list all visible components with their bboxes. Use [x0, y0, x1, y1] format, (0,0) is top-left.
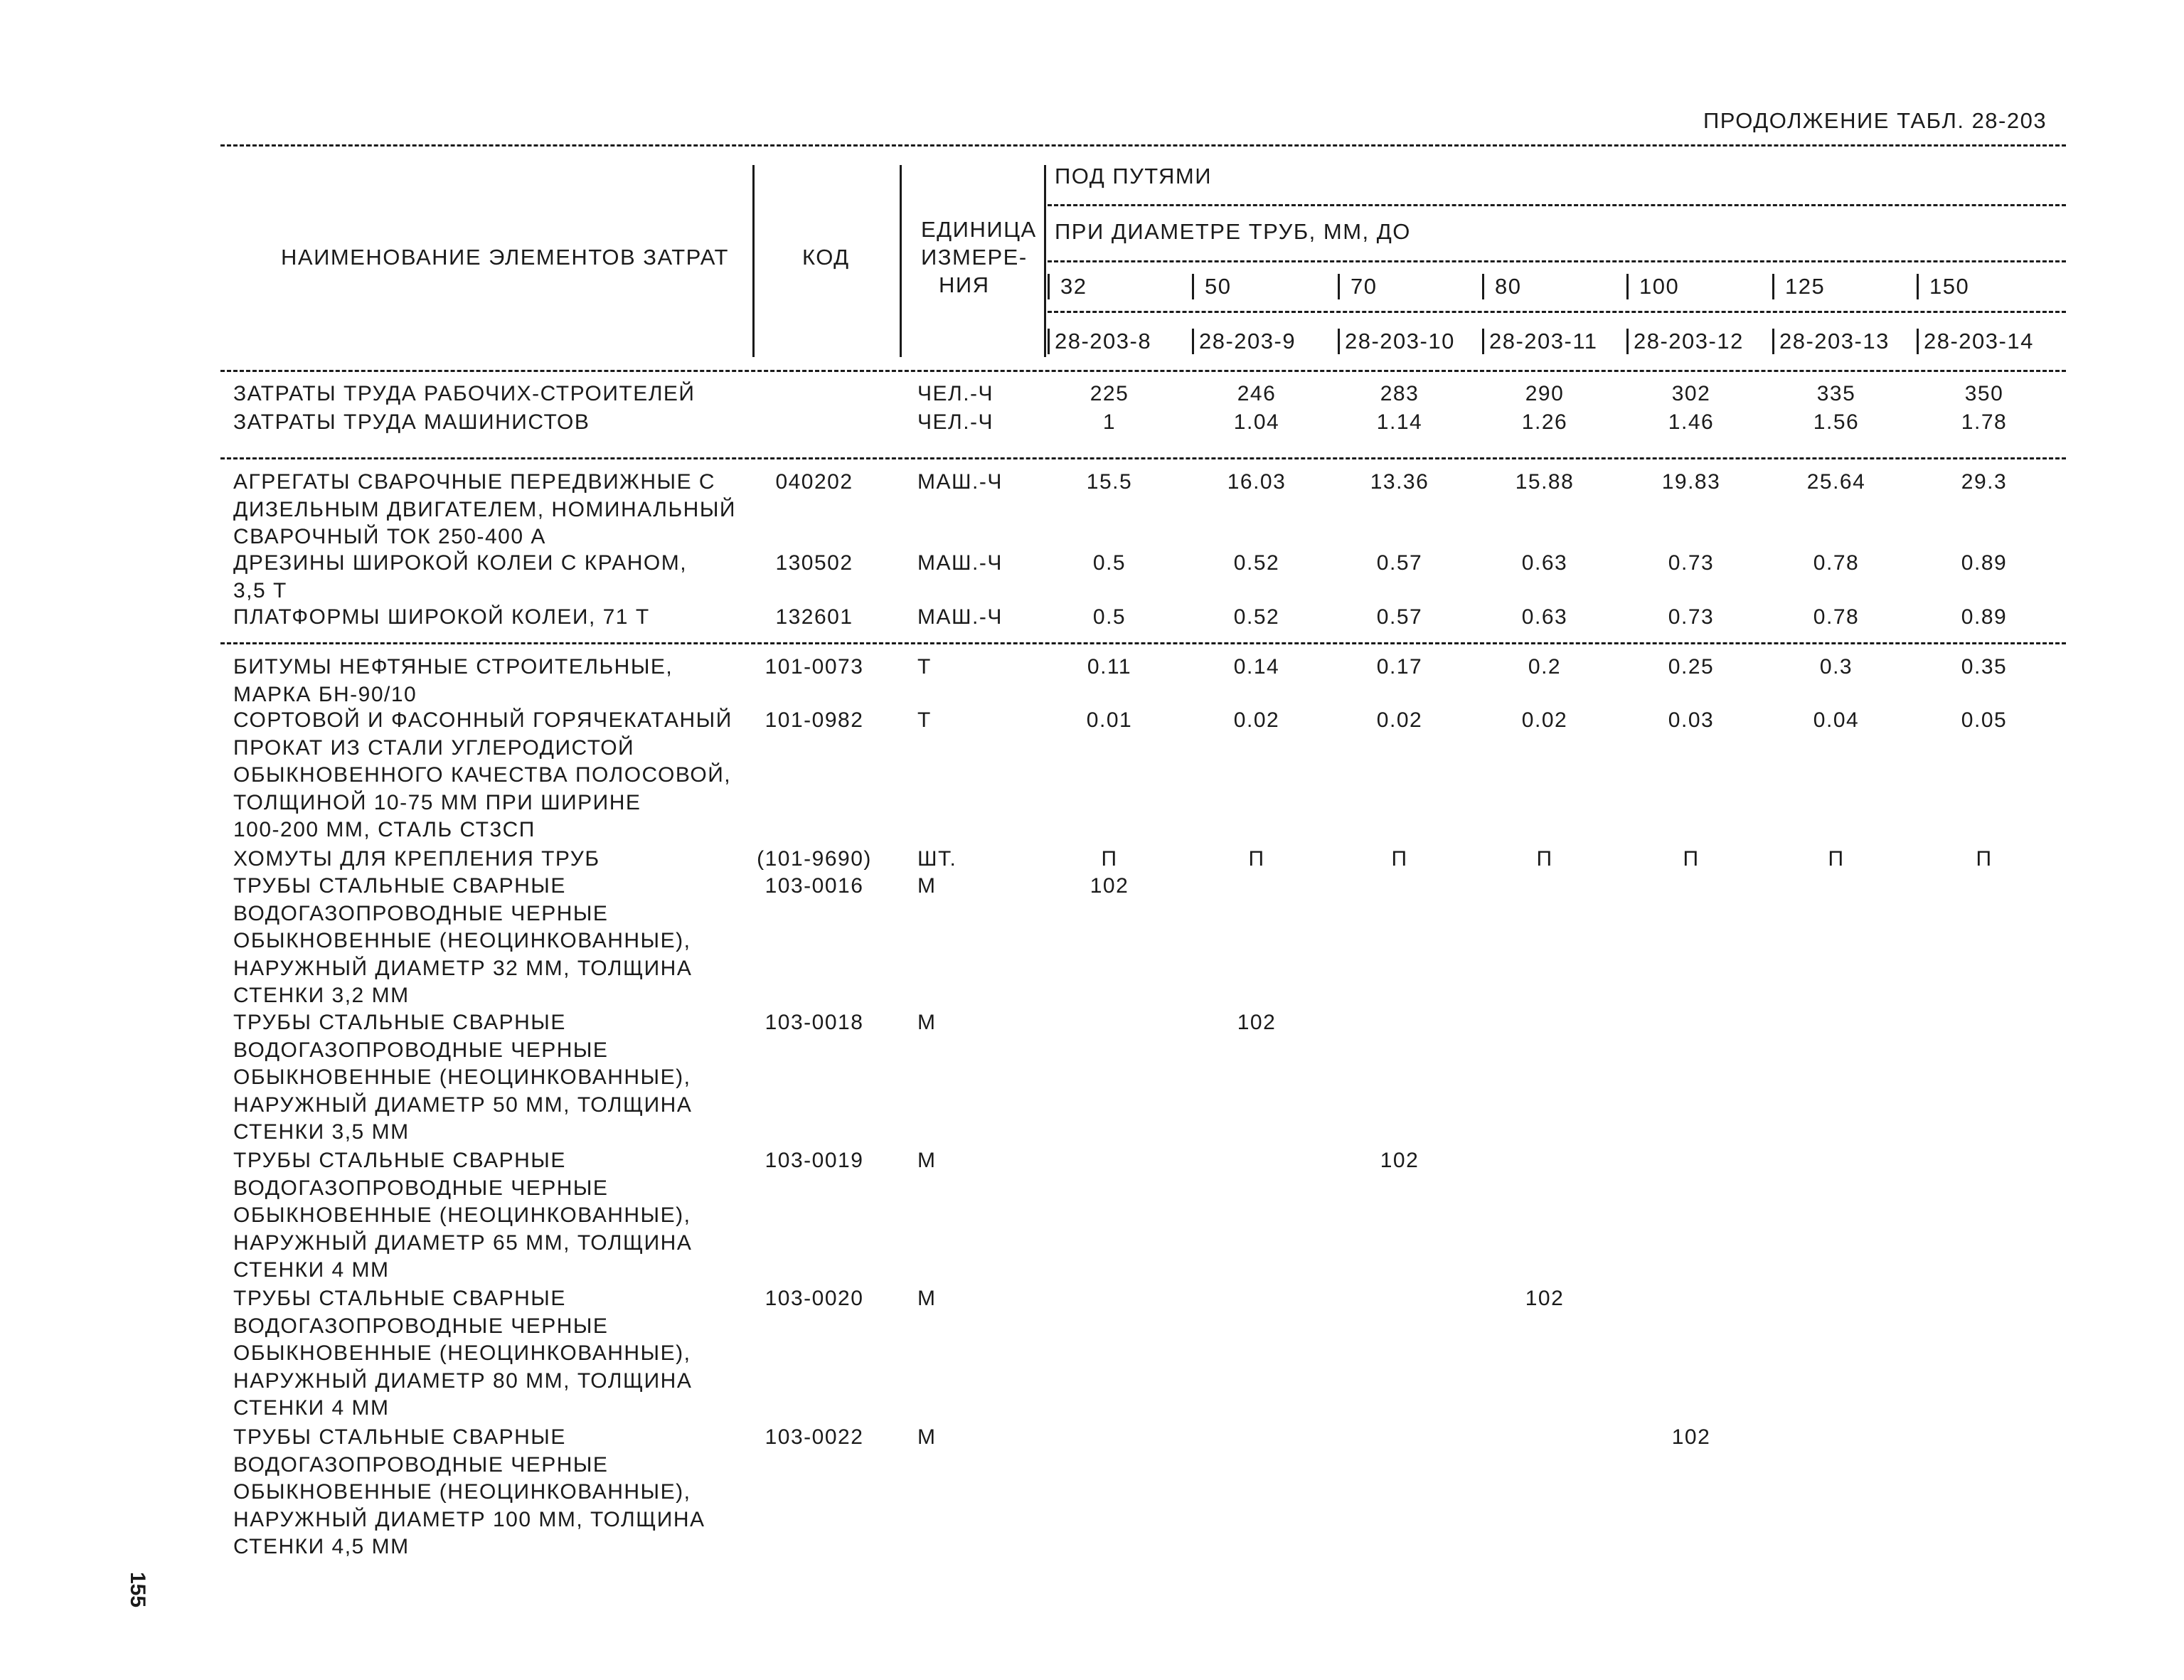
row-value: 0.57	[1376, 551, 1423, 575]
row-name-line: НАРУЖНЫЙ ДИАМЕТР 32 ММ, ТОЛЩИНА	[233, 956, 693, 980]
row-value: П	[1248, 847, 1265, 871]
row-code: 101-0073	[765, 655, 864, 679]
row-value: 0.14	[1233, 655, 1280, 679]
row-name-line: ОБЫКНОВЕННЫЕ (НЕОЦИНКОВАННЫЕ),	[233, 1480, 691, 1504]
row-value: 1.78	[1961, 410, 2008, 434]
row-value: 1.46	[1668, 410, 1715, 434]
header-column-divider	[1338, 329, 1340, 354]
header-column-divider	[1917, 329, 1919, 354]
header-norm-code: 28-203-13	[1779, 329, 1890, 353]
rule-after-labor	[220, 457, 2066, 459]
header-column-divider	[1048, 274, 1050, 299]
header-unit-line-1: ЕДИНИЦА	[921, 217, 1037, 242]
row-name-line: СТЕНКИ 3,2 ММ	[233, 984, 410, 1007]
row-unit: МАШ.-Ч	[917, 605, 1003, 629]
row-name-line: МАРКА БН-90/10	[233, 682, 417, 706]
row-name-line: ЗАТРАТЫ ТРУДА МАШИНИСТОВ	[233, 410, 590, 434]
row-value: 15.88	[1515, 470, 1575, 494]
rule-top	[220, 144, 2066, 147]
row-value: 15.5	[1086, 470, 1133, 494]
row-value: 335	[1816, 382, 1856, 405]
row-code: 103-0020	[765, 1287, 864, 1310]
header-norm-code: 28-203-11	[1489, 329, 1598, 353]
row-value: 290	[1525, 382, 1565, 405]
rule-header-sub-1	[1048, 204, 2066, 206]
row-name-line: ВОДОГАЗОПРОВОДНЫЕ ЧЕРНЫЕ	[233, 1038, 609, 1062]
row-value: 0.57	[1376, 605, 1423, 629]
row-name-line: СТЕНКИ 4 ММ	[233, 1258, 390, 1282]
row-value: 0.78	[1813, 605, 1860, 629]
row-name-line: СТЕНКИ 3,5 ММ	[233, 1120, 410, 1144]
row-value: 0.2	[1528, 655, 1562, 679]
row-value: 0.63	[1521, 551, 1568, 575]
header-norm-code: 28-203-12	[1634, 329, 1744, 353]
header-name-col: НАИМЕНОВАНИЕ ЭЛЕМЕНТОВ ЗАТРАТ	[281, 245, 729, 270]
header-diameter: 70	[1351, 274, 1378, 299]
row-name-line: ТРУБЫ СТАЛЬНЫЕ СВАРНЫЕ	[233, 1287, 566, 1310]
row-unit: М	[917, 874, 937, 898]
header-diameter: 50	[1205, 274, 1232, 299]
row-code: 103-0018	[765, 1011, 864, 1034]
row-name-line: ТОЛЩИНОЙ 10-75 ММ ПРИ ШИРИНЕ	[233, 790, 641, 814]
row-unit: Т	[917, 655, 932, 679]
header-column-divider	[1048, 329, 1050, 354]
row-value: 246	[1237, 382, 1277, 405]
row-name-line: НАРУЖНЫЙ ДИАМЕТР 50 ММ, ТОЛЩИНА	[233, 1092, 693, 1117]
page-number: 155	[126, 1572, 149, 1608]
table-caption: ПРОДОЛЖЕНИЕ ТАБЛ. 28-203	[1703, 108, 2047, 133]
row-unit: ЧЕЛ.-Ч	[917, 410, 994, 434]
row-value: 0.3	[1819, 655, 1853, 679]
row-name-line: ОБЫКНОВЕННЫЕ (НЕОЦИНКОВАННЫЕ),	[233, 1341, 691, 1365]
row-value: 0.11	[1087, 655, 1132, 679]
row-value: 0.52	[1233, 605, 1280, 629]
row-name-line: ОБЫКНОВЕННЫЕ (НЕОЦИНКОВАННЫЕ),	[233, 1065, 691, 1089]
row-name-line: ДРЕЗИНЫ ШИРОКОЙ КОЛЕИ С КРАНОМ,	[233, 551, 688, 575]
row-value: 102	[1090, 874, 1129, 898]
row-value: 0.01	[1086, 708, 1133, 732]
row-value: 102	[1671, 1425, 1711, 1449]
header-norm-code: 28-203-10	[1345, 329, 1455, 353]
row-code: 103-0016	[765, 874, 864, 898]
row-code: 103-0022	[765, 1425, 864, 1449]
header-diameter: 150	[1929, 274, 1970, 299]
row-value: П	[1391, 847, 1408, 871]
row-value: 16.03	[1227, 470, 1287, 494]
row-name-line: ВОДОГАЗОПРОВОДНЫЕ ЧЕРНЫЕ	[233, 901, 609, 925]
header-group: ПОД ПУТЯМИ	[1055, 164, 1213, 188]
row-value: 0.89	[1961, 605, 2008, 629]
row-value: 25.64	[1806, 470, 1866, 494]
row-value: 102	[1525, 1287, 1565, 1310]
row-name-line: ПЛАТФОРМЫ ШИРОКОЙ КОЛЕИ, 71 Т	[233, 605, 650, 629]
row-unit: М	[917, 1011, 937, 1034]
row-value: 1.26	[1521, 410, 1568, 434]
row-code: 103-0019	[765, 1149, 864, 1172]
row-code: 132601	[775, 605, 853, 629]
row-value: 0.04	[1813, 708, 1860, 732]
row-unit: Т	[917, 708, 932, 732]
header-diameter: 32	[1060, 274, 1087, 299]
row-name-line: ТРУБЫ СТАЛЬНЫЕ СВАРНЫЕ	[233, 874, 566, 898]
row-value: П	[1976, 847, 1993, 871]
header-code-col: КОД	[802, 245, 850, 270]
row-value: 302	[1671, 382, 1711, 405]
rule-header-sub-3	[1048, 311, 2066, 313]
row-name-line: СТЕНКИ 4 ММ	[233, 1396, 390, 1420]
row-value: П	[1828, 847, 1845, 871]
row-name-line: БИТУМЫ НЕФТЯНЫЕ СТРОИТЕЛЬНЫЕ,	[233, 655, 673, 679]
row-name-line: ТРУБЫ СТАЛЬНЫЕ СВАРНЫЕ	[233, 1011, 566, 1034]
row-name-line: 100-200 ММ, СТАЛЬ СТ3СП	[233, 818, 536, 841]
row-code: 101-0982	[765, 708, 864, 732]
header-diameter: 100	[1639, 274, 1680, 299]
row-name-line: ВОДОГАЗОПРОВОДНЫЕ ЧЕРНЫЕ	[233, 1314, 609, 1338]
row-code: (101-9690)	[757, 847, 872, 871]
row-value: 0.02	[1233, 708, 1280, 732]
row-value: 29.3	[1961, 470, 2008, 494]
header-column-divider	[1917, 274, 1919, 299]
row-name-line: ВОДОГАЗОПРОВОДНЫЕ ЧЕРНЫЕ	[233, 1452, 609, 1477]
header-column-divider	[1772, 329, 1774, 354]
row-value: 1.14	[1376, 410, 1423, 434]
header-divider-group	[1044, 165, 1046, 357]
row-value: 0.35	[1961, 655, 2008, 679]
row-name-line: ТРУБЫ СТАЛЬНЫЕ СВАРНЫЕ	[233, 1149, 566, 1172]
row-name-line: ВОДОГАЗОПРОВОДНЫЕ ЧЕРНЫЕ	[233, 1176, 609, 1200]
row-name-line: АГРЕГАТЫ СВАРОЧНЫЕ ПЕРЕДВИЖНЫЕ С	[233, 470, 716, 494]
header-diameter: 125	[1785, 274, 1826, 299]
header-column-divider	[1482, 329, 1484, 354]
row-name-line: СОРТОВОЙ И ФАСОННЫЙ ГОРЯЧЕКАТАНЫЙ	[233, 708, 733, 732]
row-code: 130502	[775, 551, 853, 575]
rule-after-machines	[220, 642, 2066, 644]
header-norm-code: 28-203-8	[1055, 329, 1152, 353]
row-unit: М	[917, 1425, 937, 1449]
row-value: 0.5	[1092, 551, 1126, 575]
row-name-line: НАРУЖНЫЙ ДИАМЕТР 65 ММ, ТОЛЩИНА	[233, 1230, 693, 1255]
row-value: 102	[1237, 1011, 1277, 1034]
header-column-divider	[1192, 329, 1194, 354]
row-value: 0.03	[1668, 708, 1715, 732]
header-divider-code	[752, 165, 755, 357]
row-value: 1.56	[1813, 410, 1860, 434]
row-unit: МАШ.-Ч	[917, 551, 1003, 575]
row-value: 0.73	[1668, 605, 1715, 629]
row-value: 0.73	[1668, 551, 1715, 575]
row-value: 19.83	[1661, 470, 1721, 494]
row-unit: ШТ.	[917, 847, 957, 871]
row-value: 1.04	[1233, 410, 1280, 434]
row-value: 13.36	[1370, 470, 1429, 494]
row-name-line: 3,5 Т	[233, 578, 287, 602]
row-value: 0.89	[1961, 551, 2008, 575]
header-norm-code: 28-203-14	[1924, 329, 2034, 353]
row-value: П	[1683, 847, 1700, 871]
header-column-divider	[1482, 274, 1484, 299]
row-value: П	[1536, 847, 1553, 871]
row-unit: МАШ.-Ч	[917, 470, 1003, 494]
row-name-line: ОБЫКНОВЕННЫЕ (НЕОЦИНКОВАННЫЕ),	[233, 929, 691, 952]
row-value: 0.02	[1521, 708, 1568, 732]
row-value: 1	[1102, 410, 1117, 434]
row-value: 0.17	[1376, 655, 1423, 679]
row-value: 0.63	[1521, 605, 1568, 629]
header-norm-code: 28-203-9	[1199, 329, 1296, 353]
row-name-line: ХОМУТЫ ДЛЯ КРЕПЛЕНИЯ ТРУБ	[233, 847, 600, 871]
header-unit-line-3: НИЯ	[939, 272, 990, 297]
header-subgroup: ПРИ ДИАМЕТРЕ ТРУБ, ММ, ДО	[1055, 219, 1411, 244]
header-divider-unit	[900, 165, 902, 357]
row-value: 0.5	[1092, 605, 1126, 629]
header-column-divider	[1192, 274, 1194, 299]
row-value: П	[1101, 847, 1118, 871]
row-unit: М	[917, 1287, 937, 1310]
row-name-line: ОБЫКНОВЕННЫЕ (НЕОЦИНКОВАННЫЕ),	[233, 1203, 691, 1227]
header-column-divider	[1626, 274, 1629, 299]
row-name-line: СТЕНКИ 4,5 ММ	[233, 1535, 410, 1558]
header-diameter: 80	[1495, 274, 1522, 299]
row-name-line: СВАРОЧНЫЙ ТОК 250-400 А	[233, 525, 546, 548]
header-column-divider	[1772, 274, 1774, 299]
row-value: 0.52	[1233, 551, 1280, 575]
row-value: 350	[1964, 382, 2004, 405]
row-value: 225	[1090, 382, 1129, 405]
row-value: 0.25	[1668, 655, 1715, 679]
row-value: 0.02	[1376, 708, 1423, 732]
row-name-line: ДИЗЕЛЬНЫМ ДВИГАТЕЛЕМ, НОМИНАЛЬНЫЙ	[233, 497, 736, 521]
row-name-line: ПРОКАТ ИЗ СТАЛИ УГЛЕРОДИСТОЙ	[233, 735, 635, 760]
row-value: 0.78	[1813, 551, 1860, 575]
rule-header-bottom	[220, 370, 2066, 372]
row-value: 0.05	[1961, 708, 2008, 732]
row-code: 040202	[775, 470, 853, 494]
row-name-line: ОБЫКНОВЕННОГО КАЧЕСТВА ПОЛОСОВОЙ,	[233, 763, 732, 787]
row-name-line: ЗАТРАТЫ ТРУДА РАБОЧИХ-СТРОИТЕЛЕЙ	[233, 382, 696, 405]
row-unit: М	[917, 1149, 937, 1172]
row-unit: ЧЕЛ.-Ч	[917, 382, 994, 405]
row-name-line: ТРУБЫ СТАЛЬНЫЕ СВАРНЫЕ	[233, 1425, 566, 1449]
row-name-line: НАРУЖНЫЙ ДИАМЕТР 80 ММ, ТОЛЩИНА	[233, 1368, 693, 1393]
header-column-divider	[1626, 329, 1629, 354]
header-column-divider	[1338, 274, 1340, 299]
header-unit-line-2: ИЗМЕРЕ-	[921, 245, 1028, 270]
row-value: 283	[1380, 382, 1419, 405]
row-name-line: НАРУЖНЫЙ ДИАМЕТР 100 ММ, ТОЛЩИНА	[233, 1507, 705, 1531]
rule-header-sub-2	[1048, 260, 2066, 262]
row-value: 102	[1380, 1149, 1419, 1172]
